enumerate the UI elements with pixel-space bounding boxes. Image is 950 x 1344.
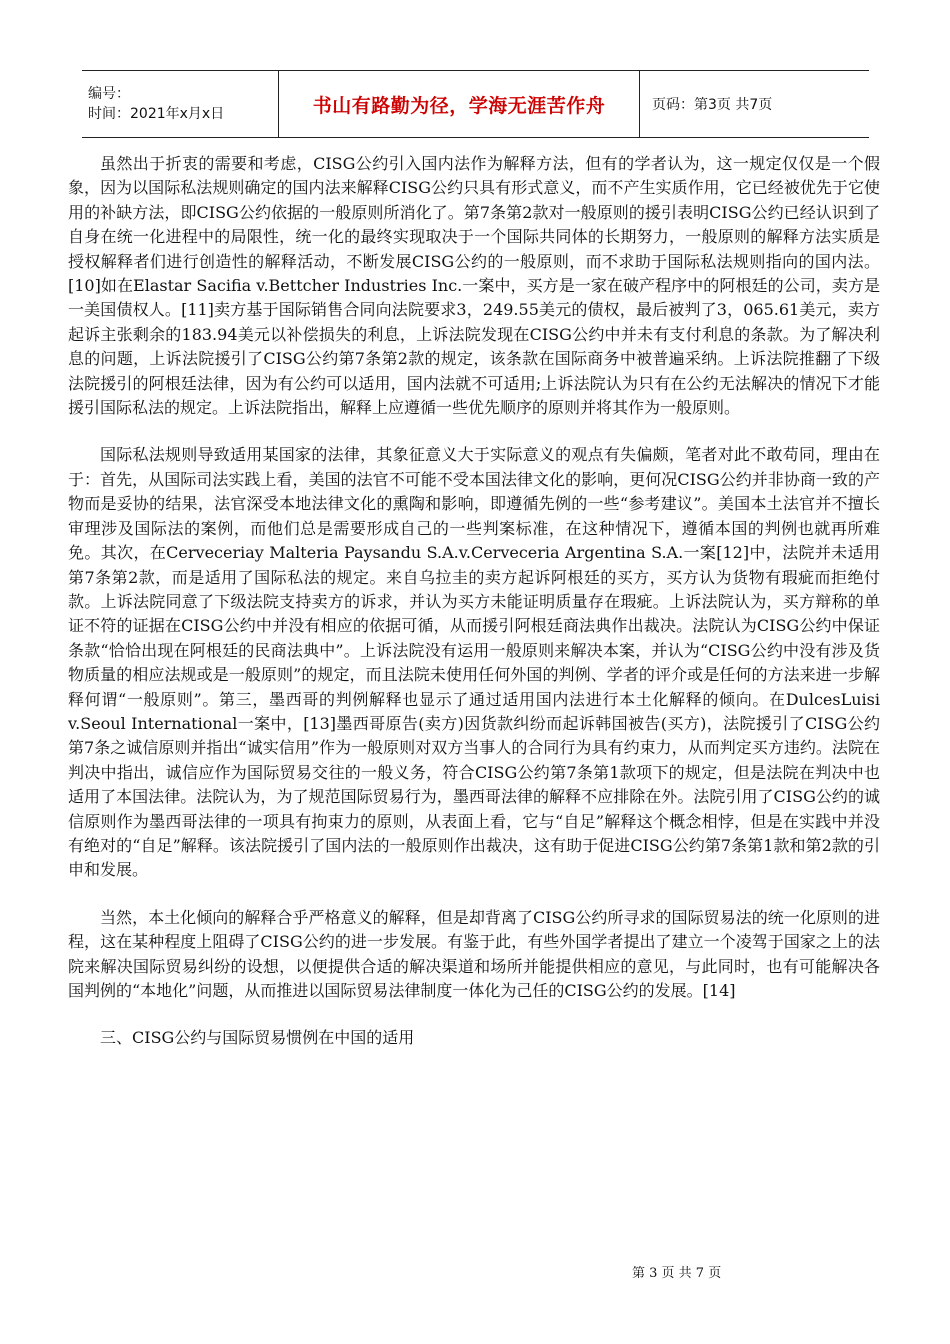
header-meta <box>82 71 279 137</box>
doc-date-label: 时间：2021年x月x日 <box>88 106 225 122</box>
document-body <box>68 152 880 1051</box>
body-paragraph-2: 国际私法规则导致适用某国家的法律，其象征意义大于实际意义的观点有失偏颇，笔者对此不敢苟同，理由在于：首先，从国际司法实践上看，美国的法官不可能不受本国法律文化的影响，更何况CISG公约并非协商一致的产物而是妥协的结果，法官深受本地法律文化的熏陶和影响，即遵循先例的一些“参考建议”。美国本土法官并不擅长审理涉及国际法的案例，而他们总是需要形成自己的一些判案标准，在这种情况下，遵循本国的判例也就再所难免。其次，在Cerveceriay Malteria Paysandu S.A.v.Cerveceria Argentina S.A.一案[12]中，法院并未适用第7条第2款，而是适用了国际私法的规定。来自乌拉圭的卖方起诉阿根廷的买方，买方认为货物有瑕疵而拒绝付款。上诉法院同意了下级法院支持卖方的诉求，并认为买方未能证明质量存在瑕疵。上诉法院认为，买方辩称的单证不符的证据在CISG公约中并没有相应的依据可循，从而援引阿根廷商法典作出裁决。法院认为CISG公约中保证条款“恰恰出现在阿根廷的民商法典中”。上诉法院没有运用一般原则来解决本案，并认为“CISG公约中没有涉及货物质量的相应法规或是一般原则”的规定，而且法院未使用任何外国的判例、学者的评介或是任何的方法来进一步解释何谓“一般原则”。第三，墨西哥的判例解释也显示了通过适用国内法进行本土化解释的倾向。在DulcesLuisi v.Seoul International一案中，[13]墨西哥原告(卖方)因货款纠纷而起诉韩国被告(买方)，法院援引了CISG公约第7条之诚信原则并指出“诚实信用”作为一般原则对双方当事人的合同行为具有约束力，从而判定买方违约。法院在判决中指出，诚信应作为国际贸易交往的一般义务，符合CISG公约第7条第1款项下的规定，但是法院在判决中也适用了本国法律。法院认为，为了规范国际贸易行为，墨西哥法律的解释不应排除在外。法院引用了CISG公约的诚信原则作为墨西哥法律的一项具有拘束力的原则，从表面上看，它与“自足”解释这个概念相悖，但是在实践中并没有绝对的“自足”解释。该法院援引了国内法的一般原则作出裁决，这有助于促进CISG公约第7条第1款和第2款的引申和发展。 <box>68 445 880 880</box>
header-motto: 书山有路勤为径，学海无涯苦作舟 <box>279 71 640 137</box>
header-page-number: 页码：第3页 共7页 <box>652 97 773 113</box>
body-paragraph-1: 虽然出于折衷的需要和考虑，CISG公约引入国内法作为解释方法，但有的学者认为，这一规定仅仅是一个假象，因为以国际私法规则确定的国内法来解释CISG公约只具有形式意义，而不产生实质作用，它已经被优先于它使用的补缺方法，即CISG公约依据的一般原则所消化了。第7条第2款对一般原则的援引表明CISG公约已经认识到了自身在统一化进程中的局限性，统一化的最终实现取决于一个国际共同体的长期努力，一般原则的解释方法实质是授权解释者们进行创造性的解释活动，不断发展CISG公约的一般原则，而不求助于国际私法规则指向的国内法。[10]如在Elastar Sacifia v.Bettcher Industries Inc.一案中，买方是一家在破产程序中的阿根廷的公司，卖方是一美国债权人。[11]卖方基于国际销售合同向法院要求3，249.55美元的债权，最后被判了3，065.61美元，卖方起诉主张剩余的183.94美元以补偿损失的利息，上诉法院发现在CISG公约中并未有支付利息的条款。为了解决利息的问题，上诉法院援引了CISG公约第7条第2款的规定，该条款在国际商务中被普遍采纳。上诉法院推翻了下级法院援引的阿根廷法律，因为有公约可以适用，国内法就不可适用;上诉法院认为只有在公约无法解决的情况下才能援引国际私法的规定。上诉法院指出，解释上应遵循一些优先顺序的原则并将其作为一般原则。 <box>68 154 880 418</box>
section-heading: 三、CISG公约与国际贸易惯例在中国的适用 <box>100 1028 415 1048</box>
page-footer: 第 3 页 共 7 页 <box>632 1266 722 1281</box>
doc-number-label: 编号： <box>88 86 130 102</box>
body-paragraph-3: 当然，本土化倾向的解释合乎严格意义的解释，但是却背离了CISG公约所寻求的国际贸易法的统一化原则的进程，这在某种程度上阻碍了CISG公约的进一步发展。有鉴于此，有些外国学者提出了建立一个凌驾于国家之上的法院来解决国际贸易纠纷的设想，以便提供合适的解决渠道和场所并能提供相应的意见，与此同时，也有可能解决各国判例的“本地化”问题，从而推进以国际贸易法律制度一体化为己任的CISG公约的发展。[14] <box>68 907 880 1000</box>
page-header <box>82 70 869 138</box>
